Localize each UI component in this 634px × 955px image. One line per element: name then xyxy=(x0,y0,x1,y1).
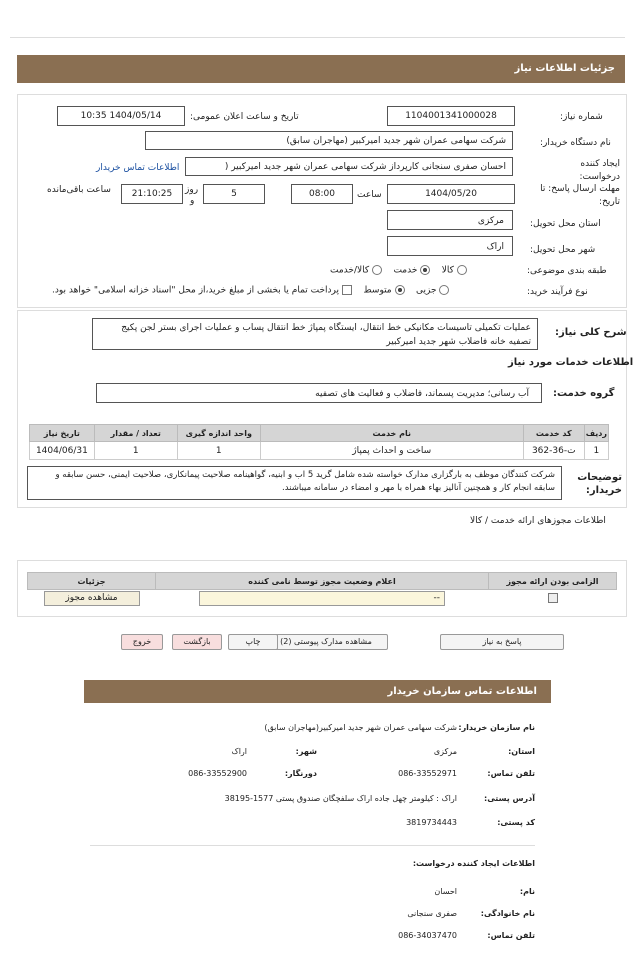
page-header xyxy=(17,55,625,83)
services-title: اطلاعات خدمات مورد نیاز xyxy=(508,357,634,368)
creator-phone-value: 086-34037470 xyxy=(398,930,457,940)
category-label: طبقه بندی موضوعی: xyxy=(527,266,607,276)
col-details: جزئیات xyxy=(28,573,156,590)
cell-row: 1 xyxy=(584,442,608,460)
creator-family-value: صفری سنجانی xyxy=(407,908,457,918)
creator-row-family xyxy=(90,902,535,924)
need-number-label: شماره نیاز: xyxy=(560,112,603,122)
remaining-label: ساعت باقی‌مانده xyxy=(47,185,111,195)
category-goods-label: کالا xyxy=(441,265,454,276)
col-unit: واحد اندازه گیری xyxy=(177,425,260,442)
contact-city-value: اراک xyxy=(231,746,247,756)
contact-address-label: آدرس پستی: xyxy=(484,793,535,803)
creator-name-value: احسان xyxy=(434,886,457,896)
contact-phone-value: 086-33552971 xyxy=(398,768,457,778)
buyer-notes-field[interactable]: شرکت کنندگان موظف به بارگزاری مدارک خواسته شده شامل گرید 5 اب و ابنیه، گواهینامه صلاحیت پیمانکاری، صلاحیت ایمنی، حسن سابقه و سابقه انجام کار و همچنین آنالیز بهاء همراه با مهر و امضاء در سامانه میباشند. xyxy=(27,466,562,500)
org-label: نام سازمان خریدار: xyxy=(458,722,535,732)
table-row xyxy=(30,442,609,460)
cell-status xyxy=(156,590,489,608)
items-table xyxy=(29,424,609,460)
contact-city-label: شهر: xyxy=(295,746,317,756)
col-qty: تعداد / مقدار xyxy=(94,425,177,442)
days-field[interactable]: 5 xyxy=(203,184,265,204)
buyer-field[interactable]: شرکت سهامی عمران شهر جدید امیرکبیر (مهاجران سابق) xyxy=(145,131,513,150)
contact-table xyxy=(90,718,535,834)
cell-code: ت-36-362 xyxy=(523,442,584,460)
creator-row-name xyxy=(90,880,535,902)
category-service-label: خدمت xyxy=(393,265,418,276)
contact-info-link[interactable]: اطلاعات تماس خریدار xyxy=(96,163,180,173)
hour-label: ساعت xyxy=(357,190,382,200)
announce-field[interactable]: 1404/05/14 10:35 xyxy=(57,106,185,126)
contact-fax-label: دورنگار: xyxy=(284,768,317,778)
contact-divider xyxy=(90,845,535,846)
org-value: شرکت سهامی عمران شهر جدید امیرکبیر(مهاجران سابق) xyxy=(264,722,457,732)
view-permit-button[interactable]: مشاهده مجوز xyxy=(44,591,140,606)
process-medium-radio[interactable] xyxy=(395,285,405,295)
back-button[interactable]: بازگشت xyxy=(172,634,222,650)
payment-checkbox[interactable] xyxy=(342,285,352,295)
contact-row-phones xyxy=(90,760,535,786)
creator-phone-label: تلفن تماس: xyxy=(487,930,535,940)
cell-details xyxy=(28,590,156,608)
category-both-radio[interactable] xyxy=(372,265,382,275)
col-code: کد خدمت xyxy=(523,425,584,442)
contact-fax-value: 086-33552900 xyxy=(188,768,247,778)
page-title: جزئیات اطلاعات نیاز xyxy=(514,63,615,74)
category-service-radio[interactable] xyxy=(420,265,430,275)
city-label: شهر محل تحویل: xyxy=(530,245,596,255)
contact-province-value: مرکزی xyxy=(433,746,457,756)
province-field[interactable]: مرکزی xyxy=(387,210,513,230)
print-button[interactable]: چاپ xyxy=(228,634,278,650)
category-both-label: کالا/خدمت xyxy=(330,265,370,276)
cell-qty: 1 xyxy=(94,442,177,460)
creator-table xyxy=(90,880,535,946)
deadline-time-field[interactable]: 08:00 xyxy=(291,184,353,204)
day-label: روز xyxy=(185,185,199,195)
city-field[interactable]: اراک xyxy=(387,236,513,256)
process-options xyxy=(52,285,449,296)
contact-phone-label: تلفن تماس: xyxy=(487,768,535,778)
payment-note: پرداخت تمام یا بخشی از مبلغ خرید،از محل "اسناد خزانه اسلامی" خواهد بود. xyxy=(52,285,340,296)
creator-field[interactable]: احسان صفری سنجانی کارپرداز شرکت سهامی عمران شهر جدید امیرکبیر ( xyxy=(185,157,513,176)
need-number-field[interactable]: 1104001341000028 xyxy=(387,106,515,126)
contact-row-org xyxy=(90,718,535,736)
table-row xyxy=(28,590,617,608)
permit-status-field[interactable]: -- xyxy=(199,591,445,606)
cell-unit: 1 xyxy=(177,442,260,460)
creator-family-label: نام خانوادگی: xyxy=(480,908,535,918)
description-label: شرح کلی نیاز: xyxy=(555,327,627,338)
process-medium-label: متوسط xyxy=(363,285,392,296)
col-date: تاریخ نیاز xyxy=(30,425,95,442)
creator-row-phone xyxy=(90,924,535,946)
deadline-date-field[interactable]: 1404/05/20 xyxy=(387,184,515,204)
creator-name-label: نام: xyxy=(519,886,535,896)
permits-title: اطلاعات مجوزهای ارائه خدمت / کالا xyxy=(470,516,606,526)
contact-row-postal xyxy=(90,810,535,834)
top-divider xyxy=(10,37,625,38)
permits-table xyxy=(27,572,617,607)
contact-postal-value: 3819734443 xyxy=(406,817,457,827)
creator-info-title: اطلاعات ایجاد کننده درخواست: xyxy=(412,859,535,868)
process-label: نوع فرآیند خرید: xyxy=(527,287,588,297)
reply-button[interactable]: پاسخ به نیاز xyxy=(440,634,564,650)
permit-required-checkbox[interactable] xyxy=(548,593,558,603)
deadline-label: مهلت ارسال پاسخ: تا تاریخ: xyxy=(540,184,620,207)
attached-docs-button[interactable]: مشاهده مدارک پیوستی (2) xyxy=(264,634,388,650)
day-separator: و xyxy=(190,196,195,206)
category-options xyxy=(330,265,467,276)
items-table-header xyxy=(30,425,609,442)
process-minor-label: جزیی xyxy=(415,285,437,296)
contact-address-value: اراک : کیلومتر چهل جاده اراک سلفچگان صندوق پستی 1577-38195 xyxy=(224,793,457,803)
col-status: اعلام وضعیت مجوز توسط نامی کننده xyxy=(156,573,489,590)
contact-header xyxy=(84,680,551,703)
process-minor-radio[interactable] xyxy=(439,285,449,295)
contact-row-location xyxy=(90,742,535,760)
buyer-label: نام دستگاه خریدار: xyxy=(540,138,611,148)
contact-province-label: استان: xyxy=(508,746,535,756)
buyer-notes-label: توضیحات خریدار: xyxy=(577,472,622,496)
category-goods-radio[interactable] xyxy=(457,265,467,275)
exit-button[interactable]: خروج xyxy=(121,634,163,650)
col-row: ردیف xyxy=(584,425,608,442)
service-group-label: گروه خدمت: xyxy=(553,388,615,399)
contact-row-address xyxy=(90,786,535,810)
col-name: نام خدمت xyxy=(260,425,523,442)
service-group-field[interactable]: آب رسانی؛ مدیریت پسماند، فاضلاب و فعالیت های تصفیه xyxy=(96,383,542,403)
province-label: استان محل تحویل: xyxy=(530,219,601,229)
remaining-time-field[interactable]: 21:10:25 xyxy=(121,184,183,204)
description-field[interactable]: عملیات تکمیلی تاسیسات مکانیکی خط انتقال، ایستگاه پمپاژ خط انتقال پساب و عملیات اجرای بستر لجن پکیج تصفیه خانه فاضلاب شهر جدید امیرکبیر xyxy=(92,318,538,350)
contact-title: اطلاعات تماس سازمان خریدار xyxy=(387,686,537,697)
cell-name: ساخت و احداث پمپاژ xyxy=(260,442,523,460)
cell-date: 1404/06/31 xyxy=(30,442,95,460)
permits-table-header xyxy=(28,573,617,590)
contact-postal-label: کد پستی: xyxy=(497,817,535,827)
col-required: الزامی بودن ارائه مجوز xyxy=(489,573,617,590)
cell-required xyxy=(489,590,617,608)
announce-label: تاریخ و ساعت اعلان عمومی: xyxy=(190,112,299,122)
creator-label: ایجاد کننده درخواست: xyxy=(579,159,620,182)
